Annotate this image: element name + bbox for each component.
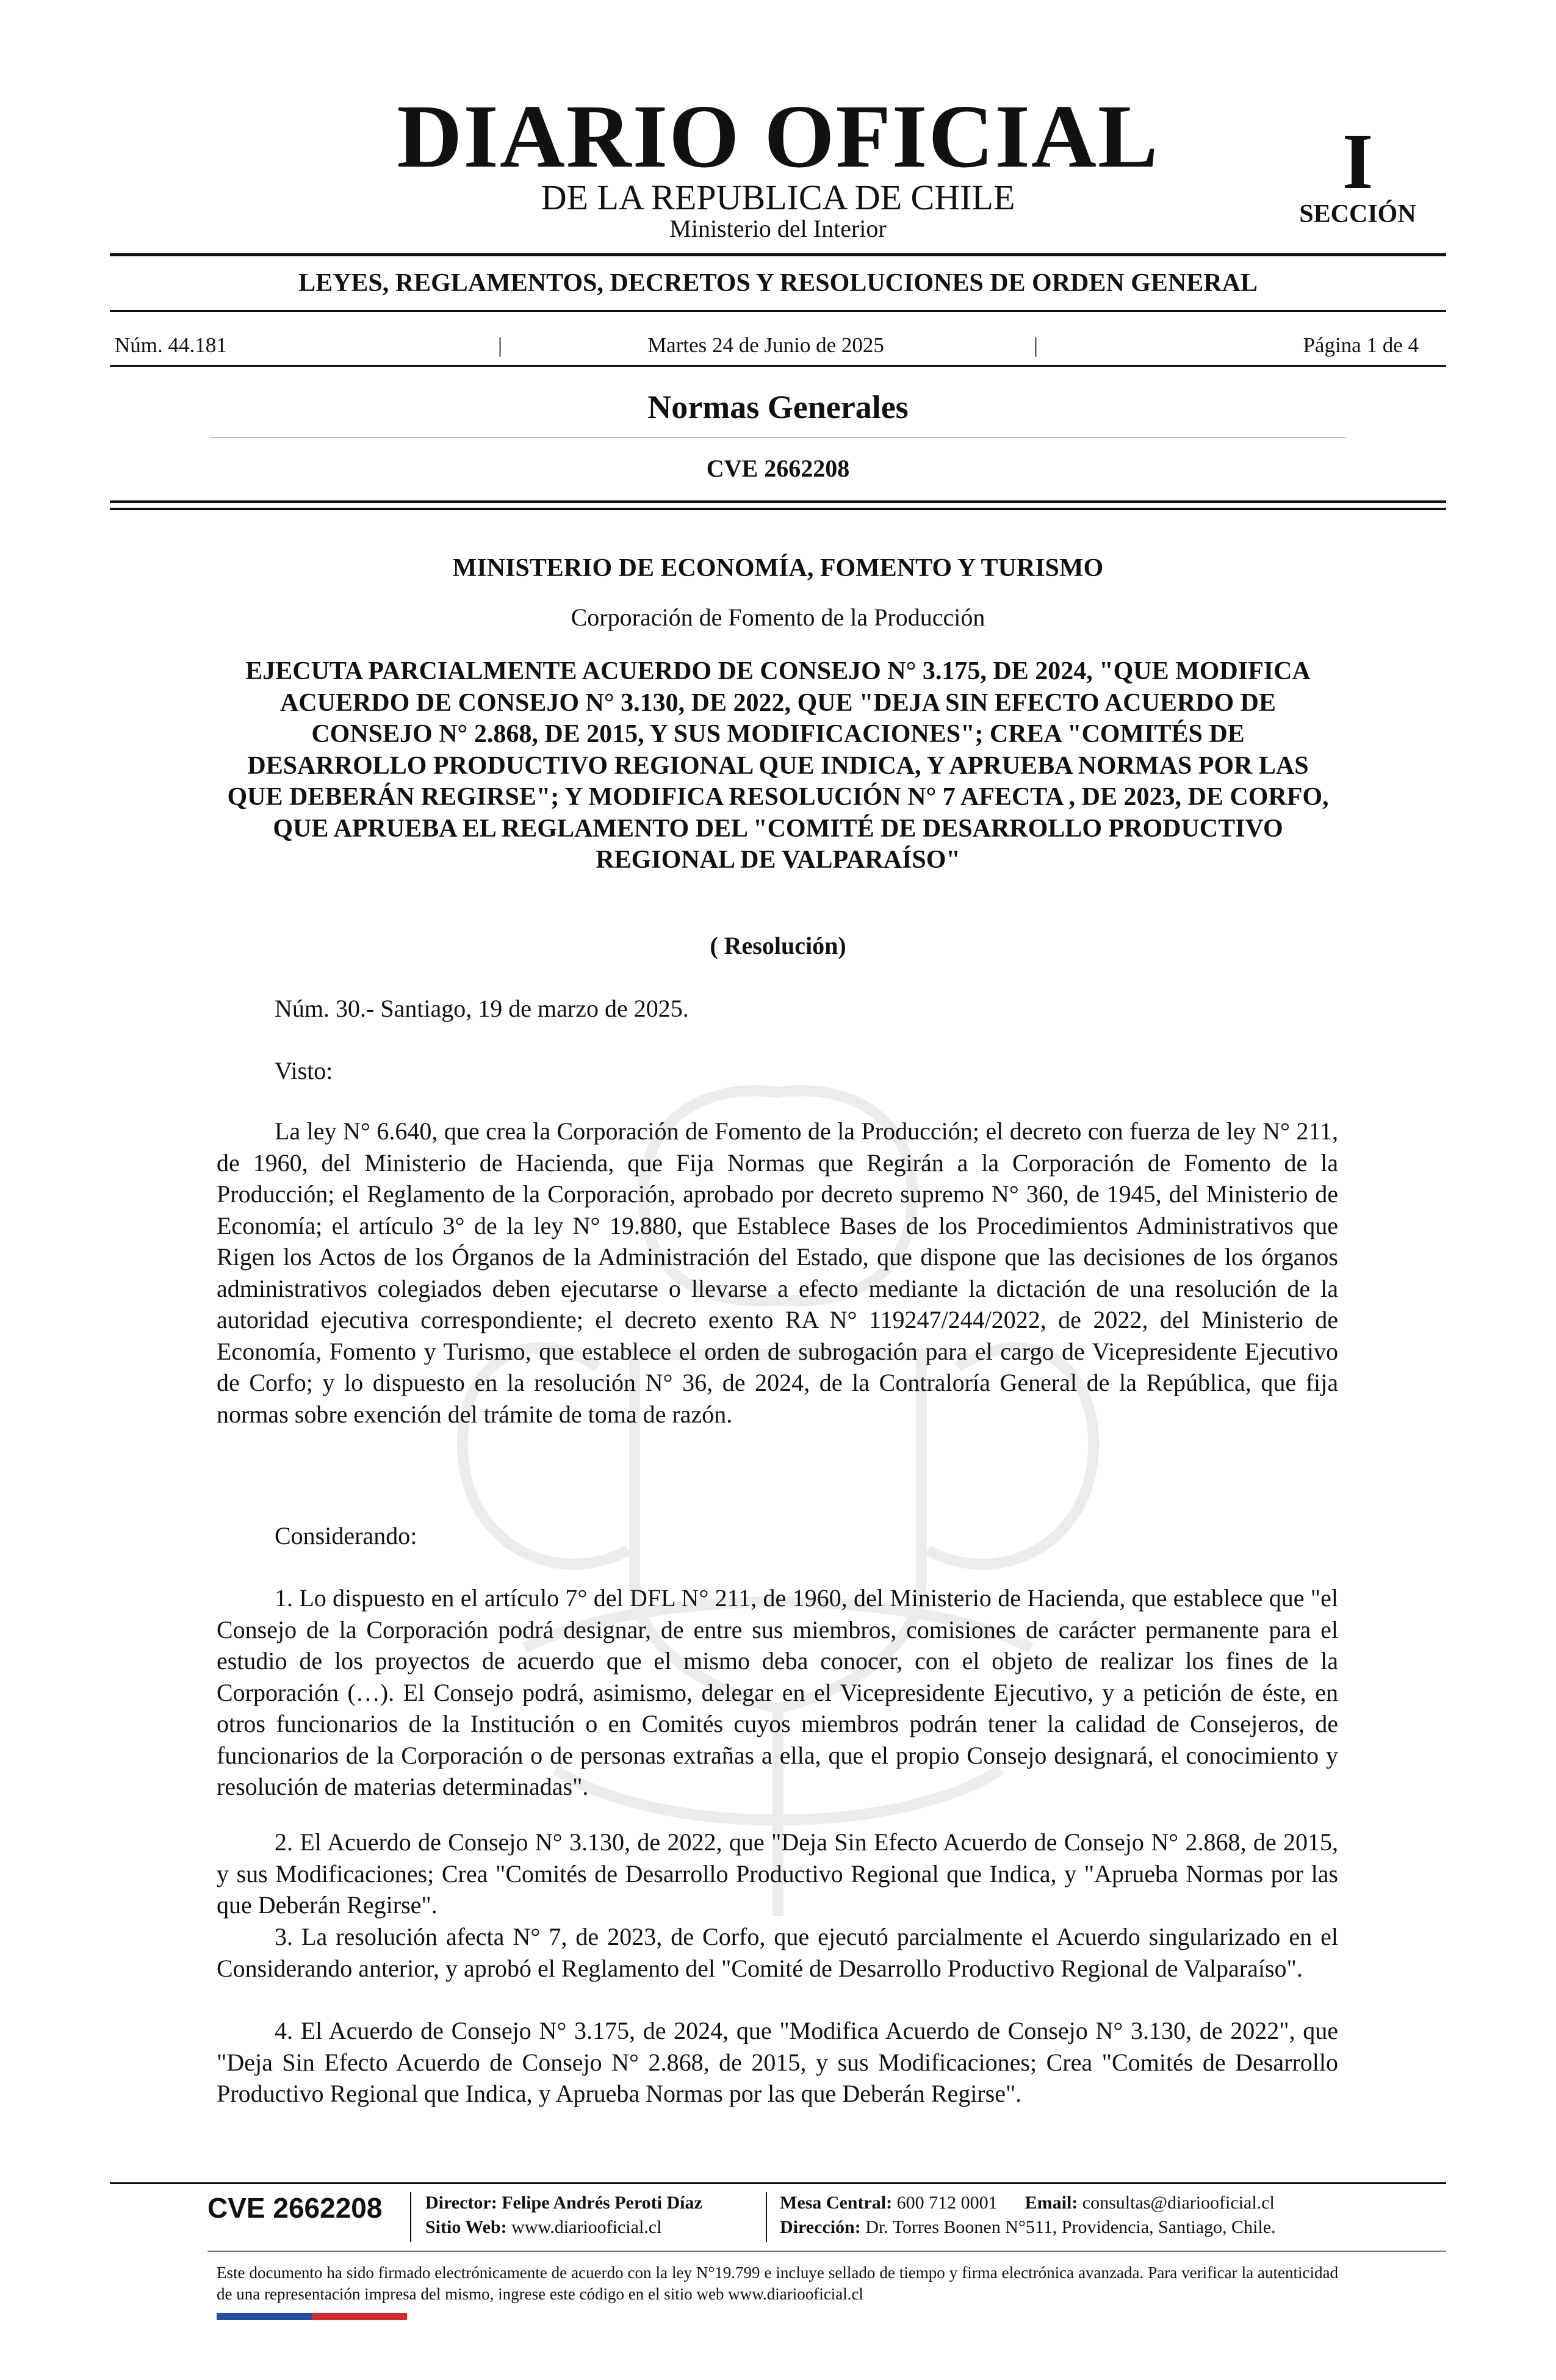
flag-bar-red xyxy=(312,2313,407,2320)
electronic-signature-note: Este documento ha sido firmado electrónicamente de acuerdo con la ley N°19.799 e incluye sellado de tiempo y firma electrónica avanzada. Para verificar la autenticidad de una representación impresa del mismo, ingrese este código en el sitio web www.diariooficial.cl xyxy=(217,2263,1338,2303)
considerando-item: 3. La resolución afecta N° 7, de 2023, de Corfo, que ejecutó parcialmente el Acuerdo singularizado en el Considerando anterior, y aprobó el Reglamento del "Comité de Desarrollo Productivo Regional de Valparaíso". xyxy=(217,1923,1338,1982)
footer-separator xyxy=(410,2192,411,2242)
footer-website-link[interactable]: www.diariooficial.cl xyxy=(511,2217,662,2237)
resolution-title: EJECUTA PARCIALMENTE ACUERDO DE CONSEJO N° 3.175, DE 2024, "QUE MODIFICA ACUERDO DE CONSEJO N° 3.130, DE 2022, QUE "DEJA SIN EFECTO ACUERDO DE CONSEJO N° 2.868, DE 2015, Y SUS MODIFICACIONES"; CREA "COMITÉS DE DESARROLLO PRODUCTIVO REGIONAL QUE INDICA, Y APRUEBA NORMAS POR LAS QUE DEBERÁN REGIRSE"; Y MODIFICA RESOLUCIÓN N° 7 AFECTA , DE 2023, DE CORFO, QUE APRUEBA EL REGLAMENTO DEL "COMITÉ DE DESARROLLO PRODUCTIVO REGIONAL DE VALPARAÍSO" xyxy=(227,657,1329,874)
footer-cve-code: CVE 2662208 xyxy=(207,2192,383,2224)
footer-director-label: Director: xyxy=(425,2193,497,2213)
header-double-rule-top xyxy=(110,500,1446,503)
footer-email-link[interactable]: consultas@diariooficial.cl xyxy=(1082,2193,1275,2213)
considerando-item: 1. Lo dispuesto en el artículo 7° del DFL N° 211, de 1960, del Ministerio de Hacienda, que establece que "el Consejo de la Corporación podrá designar, de entre sus miembros, comisiones de carácter permanente para el estudio de los proyectos de acuerdo que el mismo deba conocer, con el objeto de realizar los fines de la Corporación (…). El Consejo podrá, asimismo, delegar en el Vicepresidente Ejecutivo, y a petición de éste, en otros funcionarios de la Institución o en Comités cuyos miembros podrán tener la calidad de Consejeros, de funcionarios de la Corporación o de personas extrañas a ella, que el propio Consejo designará, el conocimiento y resolución de materias determinadas". xyxy=(217,1584,1338,1800)
footer-website xyxy=(425,2215,661,2240)
footer-address-label: Dirección: xyxy=(780,2217,861,2237)
footer-address-text: Dr. Torres Boonen N°511, Providencia, Santiago, Chile. xyxy=(865,2217,1276,2237)
resolution-number-line: Núm. 30.- Santiago, 19 de marzo de 2025. xyxy=(275,995,689,1022)
issue-rule xyxy=(110,365,1446,367)
cve-code: CVE 2662208 xyxy=(706,455,850,482)
considerando-item: 4. El Acuerdo de Consejo N° 3.175, de 2024, que "Modifica Acuerdo de Consejo N° 3.130, de 2022", que "Deja Sin Efecto Acuerdo de Consejo N° 2.868, de 2015, y sus Modificaciones; Crea "Comités de Desarrollo Productivo Regional que Indica, y Aprueba Normas por las que Deberán Regirse". xyxy=(217,2017,1338,2107)
footer-phone-label: Mesa Central: xyxy=(780,2193,893,2213)
flag-bar-blue xyxy=(217,2313,312,2320)
masthead-rule-thick xyxy=(110,253,1446,256)
masthead-title: DIARIO OFICIAL xyxy=(397,87,1159,187)
ministry-heading: MINISTERIO DE ECONOMÍA, FOMENTO Y TURISMO xyxy=(452,554,1104,582)
publication-category: LEYES, REGLAMENTOS, DECRETOS Y RESOLUCIONES DE ORDEN GENERAL xyxy=(298,269,1258,297)
footer-director xyxy=(425,2191,702,2215)
considerando-item: 2. El Acuerdo de Consejo N° 3.130, de 2022, que "Deja Sin Efecto Acuerdo de Consejo N° 2.868, de 2015, y sus Modificaciones; Crea "Comités de Desarrollo Productivo Regional que Indica, y "Aprueba Normas por las que Deberán Regirse". xyxy=(217,1828,1338,1919)
resolution-type-label: ( Resolución) xyxy=(710,932,846,959)
considerando-label: Considerando: xyxy=(275,1522,417,1549)
section-heading-divider xyxy=(211,437,1345,438)
footer-separator xyxy=(766,2192,767,2242)
page-indicator: Página 1 de 4 xyxy=(1303,333,1419,357)
header-double-rule-bottom xyxy=(110,508,1446,510)
footer-note-rule xyxy=(207,2251,1446,2252)
footer-website-label: Sitio Web: xyxy=(425,2217,507,2237)
footer-contact xyxy=(780,2191,1275,2215)
masthead-subtitle: DE LA REPUBLICA DE CHILE xyxy=(541,178,1015,217)
masthead-ministry: Ministerio del Interior xyxy=(669,215,887,242)
footer-rule xyxy=(110,2182,1446,2184)
footer-phone: 600 712 0001 xyxy=(896,2193,998,2213)
footer-email-label: Email: xyxy=(1025,2193,1078,2213)
footer-director-name: Felipe Andrés Peroti Díaz xyxy=(502,2193,702,2213)
section-label: SECCIÓN xyxy=(1299,200,1416,228)
chile-flag-bar xyxy=(217,2313,407,2320)
issue-number: Núm. 44.181 xyxy=(115,333,227,357)
issue-date: Martes 24 de Junio de 2025 xyxy=(647,333,884,357)
category-rule xyxy=(110,310,1446,312)
visto-label: Visto: xyxy=(275,1057,333,1084)
corporation-name: Corporación de Fomento de la Producción xyxy=(571,604,985,631)
section-heading: Normas Generales xyxy=(647,389,909,425)
visto-paragraph: La ley N° 6.640, que crea la Corporación de Fomento de la Producción; el decreto con fuerza de ley N° 211, de 1960, del Ministerio de Hacienda, que Fija Normas que Regirán a la Corporación de Fomento de la Producción; el Reglamento de la Corporación, aprobado por decreto supremo N° 360, de 1945, del Ministerio de Economía; el artículo 3° de la ley N° 19.880, que Establece Bases de los Procedimientos Administrativos que Rigen los Actos de los Órganos de la Administración del Estado, que dispone que las decisiones de los órganos administrativos colegiados deben ejecutarse o llevarse a efecto mediante la dictación de una resolución de la autoridad ejecutiva correspondiente; el decreto exento RA N° 119247/244/2022, de 2022, del Ministerio de Economía, Fomento y Turismo, que establece el orden de subrogación para el cargo de Vicepresidente Ejecutivo de Corfo; y lo dispuesto en la resolución N° 36, de 2024, de la Contraloría General de la República, que fija normas sobre exención del trámite de toma de razón. xyxy=(217,1117,1338,1428)
footer-address xyxy=(780,2215,1276,2240)
section-roman-numeral: I xyxy=(1342,118,1374,206)
issue-separator: | xyxy=(1034,333,1039,357)
issue-separator: | xyxy=(498,333,503,357)
